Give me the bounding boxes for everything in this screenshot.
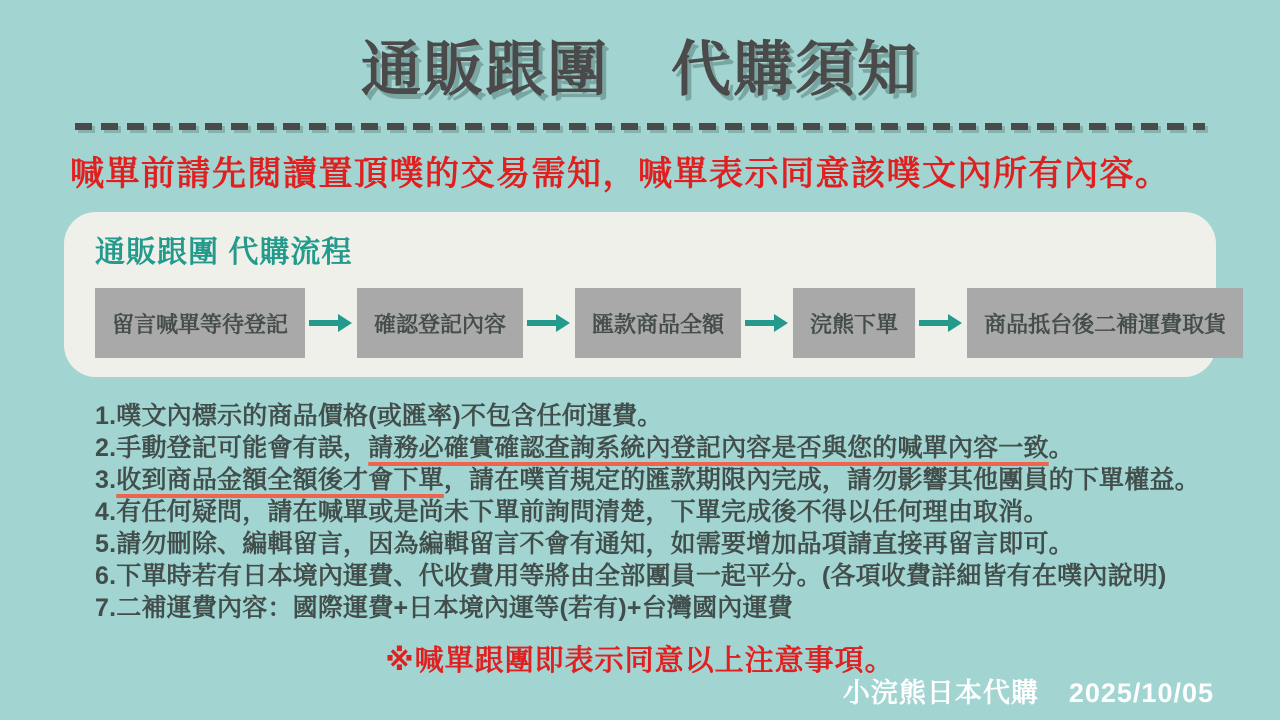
intro-warning-text: 喊單前請先閱讀置頂噗的交易需知，喊單表示同意該噗文內所有內容。	[70, 155, 1171, 193]
rule-text: ，請在噗首規定的匯款期限內完成，請勿影響其他團員的下單權益。	[443, 466, 1200, 494]
underlined-text: 請務必確實確認查詢系統內登記內容是否與您的喊單內容一致	[368, 434, 1049, 462]
flow-heading: 通販跟團 代購流程	[95, 236, 353, 269]
rule-text: 有任何疑問，請在喊單或是尚未下單前詢問清楚，下單完成後不得以任何理由取消。	[116, 498, 1049, 526]
rule-number: 1.	[95, 402, 117, 430]
flow-step: 匯款商品全額	[575, 288, 741, 358]
rules-list	[95, 400, 1240, 624]
shop-name: 小浣熊日本代購	[842, 678, 1039, 708]
dashed-divider	[75, 123, 1205, 130]
rule-item	[95, 560, 1240, 592]
flow-arrow-icon	[527, 320, 557, 326]
rule-item	[95, 464, 1240, 496]
rule-item	[95, 592, 1240, 624]
rule-number: 2.	[95, 434, 117, 462]
rule-number: 6.	[95, 562, 117, 590]
flow-arrow-icon	[919, 320, 949, 326]
underlined-text: 收到商品金額全額後才會下單	[116, 466, 444, 494]
rule-number: 3.	[95, 466, 117, 494]
flow-arrow-icon	[309, 320, 339, 326]
rule-text: 下單時若有日本境內運費、代收費用等將由全部團員一起平分。(各項收費詳細皆有在噗內說明)	[116, 562, 1167, 590]
credit-line	[843, 671, 1214, 710]
rule-number: 7.	[95, 594, 117, 622]
rule-item	[95, 528, 1240, 560]
agreement-note: ※喊單跟團即表示同意以上注意事項。	[385, 645, 895, 677]
flow-row	[95, 288, 1227, 358]
flow-arrow-icon	[745, 320, 775, 326]
flow-step: 浣熊下單	[793, 288, 915, 358]
rule-item	[95, 432, 1240, 464]
rule-text: 二補運費內容：國際運費+日本境內運等(若有)+台灣國內運費	[116, 594, 793, 622]
rule-text: 請勿刪除、編輯留言，因為編輯留言不會有通知，如需要增加品項請直接再留言即可。	[116, 530, 1074, 558]
rule-item	[95, 400, 1240, 432]
rule-number: 5.	[95, 530, 117, 558]
flow-step: 確認登記內容	[357, 288, 523, 358]
rule-text: 手動登記可能會有誤，	[116, 434, 369, 462]
rule-number: 4.	[95, 498, 117, 526]
rule-item	[95, 496, 1240, 528]
page-title: 通販跟團 代購須知	[361, 36, 919, 103]
flow-step: 商品抵台後二補運費取貨	[967, 288, 1243, 358]
rule-text: 。	[1048, 434, 1074, 462]
date: 2025/10/05	[1068, 678, 1214, 708]
rule-text: 噗文內標示的商品價格(或匯率)不包含任何運費。	[116, 402, 663, 430]
flow-step: 留言喊單等待登記	[95, 288, 305, 358]
flow-card	[64, 212, 1227, 377]
